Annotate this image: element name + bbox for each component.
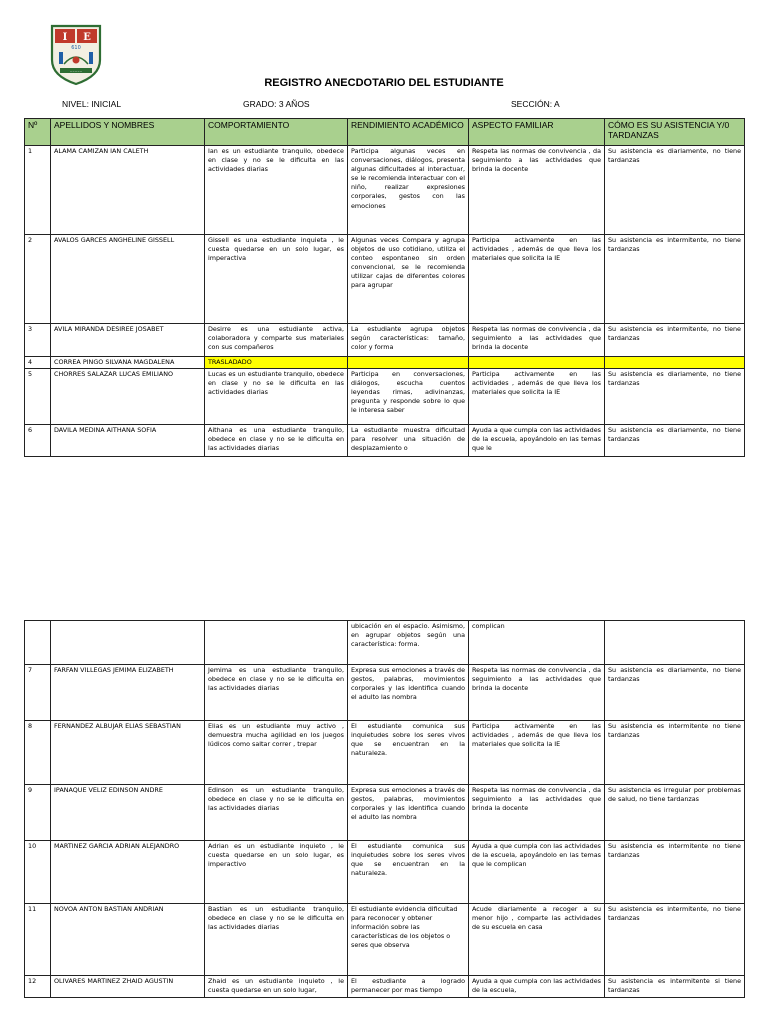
student-name: IPANAQUE VELIZ EDINSON ANDRE (51, 785, 205, 841)
rendimiento-cell: La estudiante muestra dificultad para resolver una situación de desplazamiento o (348, 425, 469, 457)
column-header-familiar: ASPECTO FAMILIAR (469, 119, 605, 146)
rendimiento-cell: El estudiante comunica sus inquietudes sobre los seres vivos que se encuentran en la naturaleza. (348, 721, 469, 785)
familiar-cell: Ayuda a que cumpla con las actividades de la escuela, apoyándolo en las temas que le complican (469, 841, 605, 904)
familiar-cell: Respeta las normas de convivencia , da seguimiento a las actividades que brinda la docente (469, 146, 605, 235)
asistencia-cell: Su asistencia es diariamente, no tiene tardanzas (605, 665, 745, 721)
table-row (25, 369, 745, 425)
asistencia-cell: Su asistencia es intermitente, no tiene tardanzas (605, 235, 745, 324)
row-number: 5 (25, 369, 51, 425)
table-row (25, 665, 745, 721)
rendimiento-cell: Participa algunas veces en conversaciones, diálogos, presenta algunas dificultades al interactuar, se le recomienda interactuar con el niño, realizar expresiones corporales, gestos con las emociones (348, 146, 469, 235)
asistencia-cell: Su asistencia es intermitente, no tiene tardanzas (605, 324, 745, 357)
student-name: CHORRES SALAZAR LUCAS EMILIANO (51, 369, 205, 425)
grado-label: GRADO: 3 AÑOS (243, 99, 310, 109)
comportamiento-cell: Elias es un estudiante muy activo , demuestra mucha agilidad en los juegos lúdicos como saltar correr , trepar (205, 721, 348, 785)
table-row (25, 785, 745, 841)
table-row (25, 235, 745, 324)
column-header-comportamiento: COMPORTAMIENTO (205, 119, 348, 146)
svg-text:610: 610 (71, 45, 81, 51)
svg-text:E: E (83, 32, 91, 43)
comportamiento-cell: Bastian es un estudiante tranquilo, obedece en clase y no se le dificulta en las actividades diarias (205, 904, 348, 976)
table-row-transferred (25, 357, 745, 369)
table-row (25, 904, 745, 976)
row-number: 10 (25, 841, 51, 904)
familiar-cell: Ayuda a que cumpla con las actividades de la escuela, apoyándolo en las temas que le (469, 425, 605, 457)
student-name: FARFAN VILLEGAS JEMIMA ELIZABETH (51, 665, 205, 721)
row-number: 9 (25, 785, 51, 841)
student-name: ALAMA CAMIZAN IAN CALETH (51, 146, 205, 235)
table-row (25, 146, 745, 235)
row-number: 4 (25, 357, 51, 369)
table-row-continuation (25, 621, 745, 665)
table-row (25, 425, 745, 457)
student-name: MARTINEZ GARCIA ADRIAN ALEJANDRO (51, 841, 205, 904)
asistencia-cell: Su asistencia es intermitente, no tiene tardanzas (605, 904, 745, 976)
rendimiento-cell: El estudiante evidencia dificultad para reconocer y obtener información sobre las características de los objetos o seres que observa (348, 904, 469, 976)
row-number: 12 (25, 976, 51, 998)
familiar-cell: Respeta las normas de convivencia , da seguimiento a las actividades que brinda la docente (469, 324, 605, 357)
asistencia-cell: Su asistencia es intermitente no tiene tardanzas (605, 721, 745, 785)
svg-text:~~~~~: ~~~~~ (69, 69, 83, 73)
row-number: 2 (25, 235, 51, 324)
row-number: 3 (25, 324, 51, 357)
student-name: CORREA PINGO SILVANA MAGDALENA (51, 357, 205, 369)
anecdotal-record-table-page-1 (24, 118, 745, 457)
table-row (25, 976, 745, 998)
familiar-cell (469, 357, 605, 369)
familiar-cell: Participa activamente en las actividades , además de que lleva los materiales que solicita la IE (469, 369, 605, 425)
familiar-cell: Respeta las normas de convivencia , da seguimiento a las actividades que brinda la docente (469, 785, 605, 841)
column-header-number: Nº (25, 119, 51, 146)
asistencia-cell: Su asistencia es intermitente si tiene tardanzas (605, 976, 745, 998)
comportamiento-cell: Lucas es un estudiante tranquilo, obedece en clase y no se le dificulta en las actividades diarias (205, 369, 348, 425)
rendimiento-cell: ubicación en el espacio. Asimismo, en agrupar objetos según una característica: forma. (348, 621, 469, 665)
student-name: DAVILA MEDINA AITHANA SOFIA (51, 425, 205, 457)
asistencia-cell: Su asistencia es diariamente, no tiene tardanzas (605, 425, 745, 457)
comportamiento-cell: Edinson es un estudiante tranquilo, obedece en clase y no se le dificulta en las actividades diarias (205, 785, 348, 841)
anecdotal-record-table-page-2 (24, 620, 745, 998)
rendimiento-cell: El estudiante comunica sus inquietudes sobre los seres vivos que se encuentran en la naturaleza. (348, 841, 469, 904)
familiar-cell: Acude diariamente a recoger a su menor hijo , comparte las actividades de su escuela en casa (469, 904, 605, 976)
transferred-status: TRASLADADO (205, 357, 348, 369)
row-number: 6 (25, 425, 51, 457)
row-number: 11 (25, 904, 51, 976)
rendimiento-cell: Participa en conversaciones, diálogos, escucha cuentos leyendas rimas, adivinanzas, pregunta y responde sobre lo que le interesa saber (348, 369, 469, 425)
asistencia-cell: Su asistencia es diariamente, no tiene tardanzas (605, 369, 745, 425)
rendimiento-cell: El estudiante a logrado permanecer por mas tiempo (348, 976, 469, 998)
column-header-rendimiento: RENDIMIENTO ACADÉMICO (348, 119, 469, 146)
table-row (25, 841, 745, 904)
table-row (25, 721, 745, 785)
column-header-asistencia: CÓMO ES SU ASISTENCIA Y/0 TARDANZAS (605, 119, 745, 146)
document-title: REGISTRO ANECDOTARIO DEL ESTUDIANTE (264, 77, 504, 89)
nivel-label: NIVEL: INICIAL (62, 99, 122, 109)
comportamiento-cell: Aithana es una estudiante tranquilo, obedece en clase y no se le dificulta en las actividades diarias (205, 425, 348, 457)
asistencia-cell: Su asistencia es irregular por problemas de salud, no tiene tardanzas (605, 785, 745, 841)
comportamiento-cell: Adrian es un estudiante inquieto , le cuesta quedarse en un solo lugar, es imperactivo (205, 841, 348, 904)
familiar-cell: complican (469, 621, 605, 665)
rendimiento-cell: Algunas veces Compara y agrupa objetos de uso cotidiano, utiliza el conteo espontaneo sin orden convencional, se le recomienda utilizar cajas de diferentes colores para agrupar (348, 235, 469, 324)
rendimiento-cell: Expresa sus emociones a través de gestos, palabras, movimientos corporales y las identifica cuando el adulto las nombra (348, 665, 469, 721)
student-name: AVALOS GARCES ANGHELINE GISSELL (51, 235, 205, 324)
asistencia-cell: Su asistencia es diariamente, no tiene tardanzas (605, 146, 745, 235)
comportamiento-cell (205, 621, 348, 665)
row-number: 8 (25, 721, 51, 785)
table-header-row (25, 119, 745, 146)
familiar-cell: Participa activamente en las actividades , además de que lleva los materiales que solicita la IE (469, 721, 605, 785)
familiar-cell: Ayuda a que cumpla con las actividades de la escuela, (469, 976, 605, 998)
rendimiento-cell: Expresa sus emociones a través de gestos, palabras, movimientos corporales y las identifica cuando el adulto las nombra (348, 785, 469, 841)
comportamiento-cell: Jemima es una estudiante tranquilo, obedece en clase y no se le dificulta en las actividades diarias (205, 665, 348, 721)
row-number: 1 (25, 146, 51, 235)
comportamiento-cell: Ian es un estudiante tranquilo, obedece en clase y no se le dificulta en las actividades diarias (205, 146, 348, 235)
asistencia-cell (605, 357, 745, 369)
rendimiento-cell: La estudiante agrupa objetos según características: tamaño, color y forma (348, 324, 469, 357)
row-number: 7 (25, 665, 51, 721)
student-name (51, 621, 205, 665)
svg-text:I: I (62, 32, 68, 43)
asistencia-cell: Su asistencia es intermitente no tiene tardanzas (605, 841, 745, 904)
column-header-name: APELLIDOS Y NOMBRES (51, 119, 205, 146)
rendimiento-cell (348, 357, 469, 369)
familiar-cell: Respeta las normas de convivencia , da seguimiento a las actividades que brinda la docente (469, 665, 605, 721)
comportamiento-cell: Desirre es una estudiante activa, colaboradora y comparte sus materiales con sus compañeros (205, 324, 348, 357)
table-row (25, 324, 745, 357)
asistencia-cell (605, 621, 745, 665)
student-name: AVILA MIRANDA DESIREE JOSABET (51, 324, 205, 357)
comportamiento-cell: Zhaid es un estudiante inquieto , le cuesta quedarse en un solo lugar, (205, 976, 348, 998)
student-name: OLIVARES MARTINEZ ZHAID AGUSTIN (51, 976, 205, 998)
familiar-cell: Participa activamente en las actividades , además de que lleva los materiales que solicita la IE (469, 235, 605, 324)
row-number (25, 621, 51, 665)
student-name: FERNANDEZ ALBUJAR ELIAS SEBASTIAN (51, 721, 205, 785)
student-name: NOVOA ANTON BASTIAN ANDRIAN (51, 904, 205, 976)
seccion-label: SECCIÓN: A (511, 99, 560, 109)
comportamiento-cell: Gissell es una estudiante inquieta , le cuesta quedarse en un solo lugar, es imperactiva (205, 235, 348, 324)
